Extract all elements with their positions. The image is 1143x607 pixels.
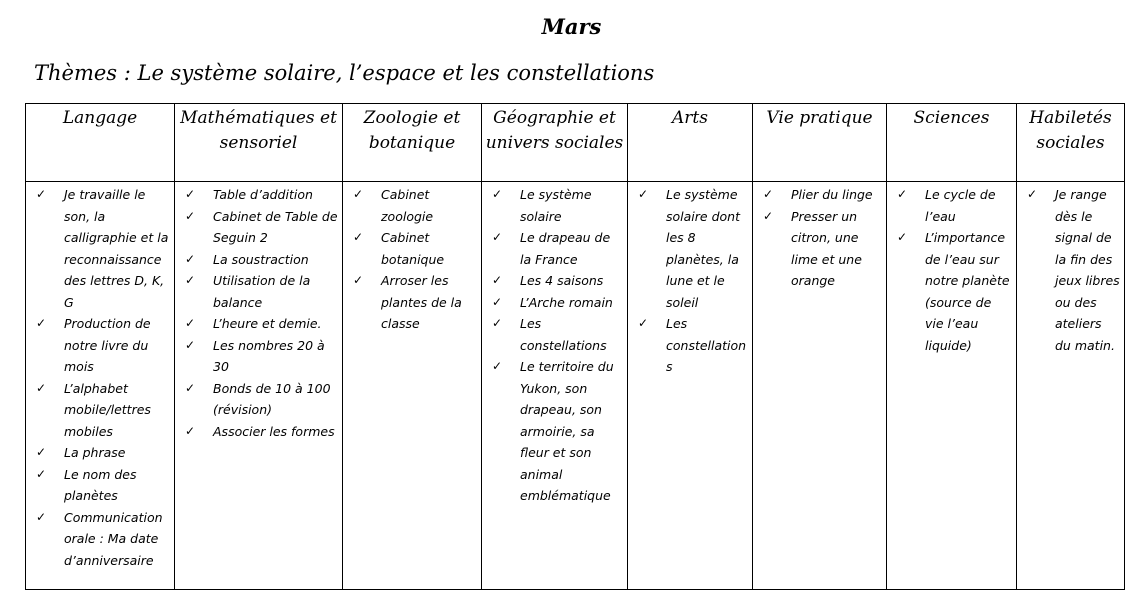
column-header: Vie pratique: [753, 104, 887, 182]
list-item-text: Le cycle de l’eau: [925, 187, 996, 224]
checkmark-icon: ✓: [638, 316, 649, 330]
list-item-text: Je travaille le son, la calligraphie et la reconnaissance des lettres D, K, G: [64, 187, 169, 310]
list-item-text: Les nombres 20 à 30: [213, 337, 325, 374]
header-row: [26, 104, 1125, 182]
list-item: [343, 227, 477, 270]
list-item-text: Le système solaire: [520, 187, 592, 224]
column-cell: [175, 182, 343, 590]
list-item: [482, 184, 623, 227]
checkmark-icon: ✓: [185, 251, 196, 266]
item-list: [753, 182, 886, 292]
checkmark-icon: ✓: [763, 208, 774, 223]
checkmark-icon: ✓: [492, 294, 503, 309]
checkmark-icon: ✓: [492, 187, 503, 201]
list-item: [26, 313, 170, 378]
list-item-text: Production de notre livre du mois: [64, 316, 151, 374]
list-item: [26, 464, 170, 507]
list-item-text: Plier du linge: [791, 187, 873, 202]
list-item: [343, 270, 477, 335]
list-item: [175, 378, 338, 421]
checkmark-icon: ✓: [353, 187, 364, 201]
list-item-text: La soustraction: [213, 251, 309, 267]
item-list: [175, 182, 342, 442]
list-item: [753, 184, 882, 206]
column-header: Géographie et univers sociales: [482, 104, 628, 182]
checkmark-icon: ✓: [36, 187, 47, 201]
list-item: [26, 378, 170, 443]
item-list: [1017, 182, 1124, 356]
checkmark-icon: ✓: [492, 316, 503, 330]
item-list: [887, 182, 1016, 356]
list-item-text: Communication orale : Ma date d’anniversaire: [64, 509, 163, 568]
list-item: [753, 206, 882, 292]
list-item-text: Le nom des planètes: [64, 466, 137, 503]
list-item: [482, 270, 623, 292]
monthly-plan-table: [25, 103, 1125, 590]
column-cell: [482, 182, 628, 590]
list-item: [343, 184, 477, 227]
checkmark-icon: ✓: [185, 380, 196, 395]
list-item-text: L’Arche romain: [520, 294, 613, 310]
column-header: Zoologie et botanique: [343, 104, 482, 182]
list-item-text: Arroser les plantes de la classe: [381, 273, 462, 331]
list-item: [887, 227, 1012, 356]
checkmark-icon: ✓: [36, 380, 47, 395]
column-cell: [343, 182, 482, 590]
list-item-text: L’heure et demie.: [213, 316, 322, 331]
document-title: Mars: [541, 14, 602, 39]
list-item-text: La phrase: [64, 445, 126, 460]
checkmark-icon: ✓: [36, 445, 47, 459]
checkmark-icon: ✓: [185, 187, 196, 201]
list-item: [175, 184, 338, 206]
list-item: [887, 184, 1012, 227]
list-item-text: Cabinet de Table de Seguin 2: [213, 208, 338, 245]
checkmark-icon: ✓: [897, 187, 908, 201]
checkmark-icon: ✓: [492, 359, 503, 373]
column-cell: [628, 182, 753, 590]
column-header: Habiletés sociales: [1017, 104, 1125, 182]
checkmark-icon: ✓: [36, 466, 47, 481]
column-header: Arts: [628, 104, 753, 182]
list-item: [26, 184, 170, 313]
column-header: Sciences: [887, 104, 1017, 182]
list-item: [1017, 184, 1120, 356]
column-header: Mathématiques et sensoriel: [175, 104, 343, 182]
list-item-text: Le territoire du Yukon, son drapeau, son armoirie, sa fleur et son animal emblématique: [520, 359, 614, 503]
list-item: [482, 313, 623, 356]
themes-heading: Thèmes : Le système solaire, l’espace et les constellations: [34, 61, 655, 85]
list-item: [175, 270, 338, 313]
list-item-text: Je range dès le signal de la fin des jeux libres ou des ateliers du matin.: [1055, 187, 1120, 353]
list-item-text: Le drapeau de la France: [520, 230, 611, 267]
checkmark-icon: ✓: [897, 230, 908, 244]
column-cell: [887, 182, 1017, 590]
checkmark-icon: ✓: [185, 208, 196, 223]
list-item-text: Table d’addition: [213, 187, 313, 202]
list-item-text: L’importance de l’eau sur notre planète (source de vie l’eau liquide): [925, 230, 1010, 353]
checkmark-icon: ✓: [353, 273, 364, 287]
item-list: [343, 182, 481, 335]
list-item: [628, 184, 748, 313]
list-item: [175, 249, 338, 271]
checkmark-icon: ✓: [492, 230, 503, 244]
column-cell: [1017, 182, 1125, 590]
checkmark-icon: ✓: [36, 509, 47, 524]
checkmark-icon: ✓: [36, 316, 47, 330]
content-row: [26, 182, 1125, 590]
list-item-text: Bonds de 10 à 100 (révision): [213, 380, 331, 417]
column-cell: [753, 182, 887, 590]
list-item-text: Cabinet botanique: [381, 230, 445, 267]
checkmark-icon: ✓: [185, 337, 196, 352]
column-header: Langage: [26, 104, 175, 182]
checkmark-icon: ✓: [185, 423, 196, 438]
list-item: [175, 335, 338, 378]
list-item-text: Cabinet zoologie: [381, 187, 434, 224]
list-item-text: L’alphabet mobile/lettres mobiles: [64, 380, 151, 439]
list-item: [628, 313, 748, 378]
list-item-text: Associer les formes: [213, 423, 335, 439]
list-item: [175, 313, 338, 335]
checkmark-icon: ✓: [492, 273, 503, 287]
list-item: [26, 507, 170, 572]
list-item-text: Presser un citron, une lime et une orange: [791, 208, 862, 288]
item-list: [26, 182, 174, 571]
list-item: [175, 421, 338, 443]
list-item: [175, 206, 338, 249]
list-item-text: Utilisation de la balance: [213, 273, 311, 310]
column-cell: [26, 182, 175, 590]
item-list: [482, 182, 627, 507]
item-list: [628, 182, 752, 378]
list-item-text: Les constellation s: [666, 316, 747, 374]
checkmark-icon: ✓: [763, 187, 774, 201]
list-item-text: Le système solaire dont les 8 planètes, la lune et le soleil: [666, 187, 740, 310]
checkmark-icon: ✓: [638, 187, 649, 201]
list-item-text: Les constellations: [520, 316, 607, 353]
checkmark-icon: ✓: [185, 316, 196, 330]
checkmark-icon: ✓: [1027, 187, 1038, 201]
list-item: [26, 442, 170, 464]
list-item-text: Les 4 saisons: [520, 273, 604, 288]
list-item: [482, 356, 623, 507]
list-item: [482, 227, 623, 270]
checkmark-icon: ✓: [353, 230, 364, 244]
checkmark-icon: ✓: [185, 273, 196, 287]
list-item: [482, 292, 623, 314]
